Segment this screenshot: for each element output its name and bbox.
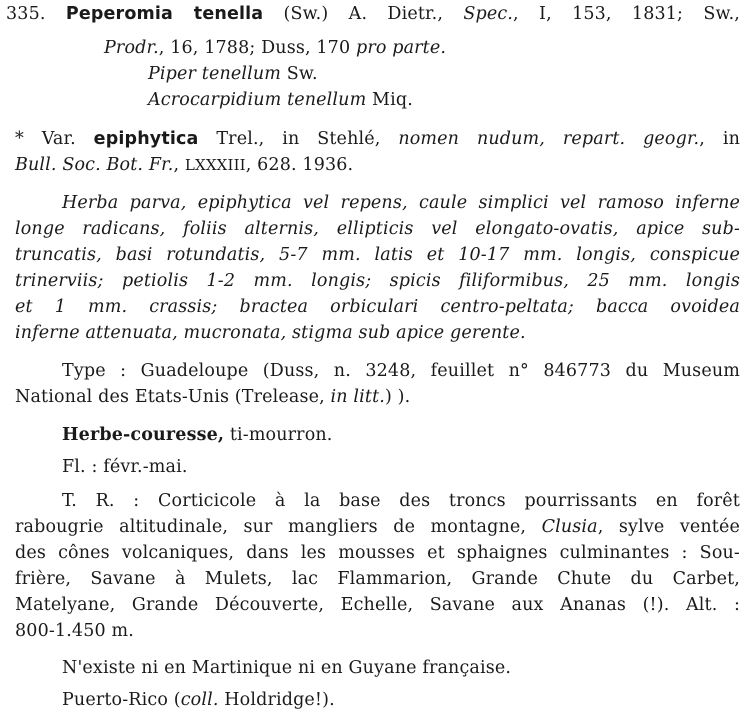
- synonym-1: Piper tenellum Sw.: [148, 64, 318, 84]
- flowering-period: Fl. : févr.-mai.: [62, 457, 188, 477]
- tr-line-3: des cônes volcaniques, dans les mousses et sphaignes culminantes : Sou-: [15, 543, 740, 563]
- type-line-2: National des Etats-Unis (Trelease, in litt.) ).: [15, 387, 411, 407]
- entry-line-2: Prodr., 16, 1788; Duss, 170 pro parte.: [104, 38, 447, 58]
- tr-line-6: 800-1.450 m.: [15, 621, 134, 641]
- species-name: Peperomia tenella: [65, 4, 264, 24]
- latin-line-2: longe radicans, foliis alternis, ellipticis vel elongato-ovatis, apice sub-: [15, 219, 740, 239]
- latin-line-1: Herba parva, epiphytica vel repens, caule simplici vel ramoso inferne: [62, 193, 740, 213]
- variety-name: epiphytica: [93, 129, 199, 149]
- synonym-2: Acrocarpidium tenellum Miq.: [148, 90, 413, 110]
- latin-line-6: inferne attenuata, mucronata, stigma sub apice gerente.: [15, 323, 526, 343]
- entry-number: 335.: [6, 4, 46, 24]
- tr-line-5: Matelyane, Grande Découverte, Echelle, Savane aux Ananas (!). Alt. :: [15, 595, 740, 615]
- type-line-1: Type : Guadeloupe (Duss, n. 3248, feuillet n° 846773 du Museum: [62, 361, 740, 381]
- variety-line-1: * Var. epiphytica Trel., in Stehlé, nomen nudum, repart. geogr., in: [15, 129, 741, 149]
- tr-line-4: frière, Savane à Mulets, lac Flammarion, Grande Chute du Carbet,: [15, 569, 740, 589]
- absence-note: N'existe ni en Martinique ni en Guyane française.: [62, 658, 512, 678]
- tr-line-1: T. R. : Corticicole à la base des troncs pourrissants en forêt: [62, 491, 740, 511]
- variety-line-2: Bull. Soc. Bot. Fr., LXXXIII, 628. 1936.: [15, 155, 354, 175]
- latin-line-4: trinerviis; petiolis 1-2 mm. longis; spicis filiformibus, 25 mm. longis: [15, 271, 740, 291]
- latin-line-3: truncatis, basi rotundatis, 5-7 mm. latis et 10-17 mm. longis, conspicue: [15, 245, 740, 265]
- entry-line-1: 335. Peperomia tenella (Sw.) A. Dietr., Spec., I, 153, 1831; Sw.,: [6, 4, 741, 24]
- vernacular-names: Herbe-couresse, ti-mourron.: [62, 425, 333, 445]
- latin-line-5: et 1 mm. crassis; bractea orbiculari centro-peltata; bacca ovoidea: [15, 297, 740, 317]
- tr-line-2: rabougrie altitudinale, sur mangliers de montagne, Clusia, sylve ventée: [15, 517, 740, 537]
- puerto-rico-note: Puerto-Rico (coll. Holdridge!).: [62, 690, 335, 710]
